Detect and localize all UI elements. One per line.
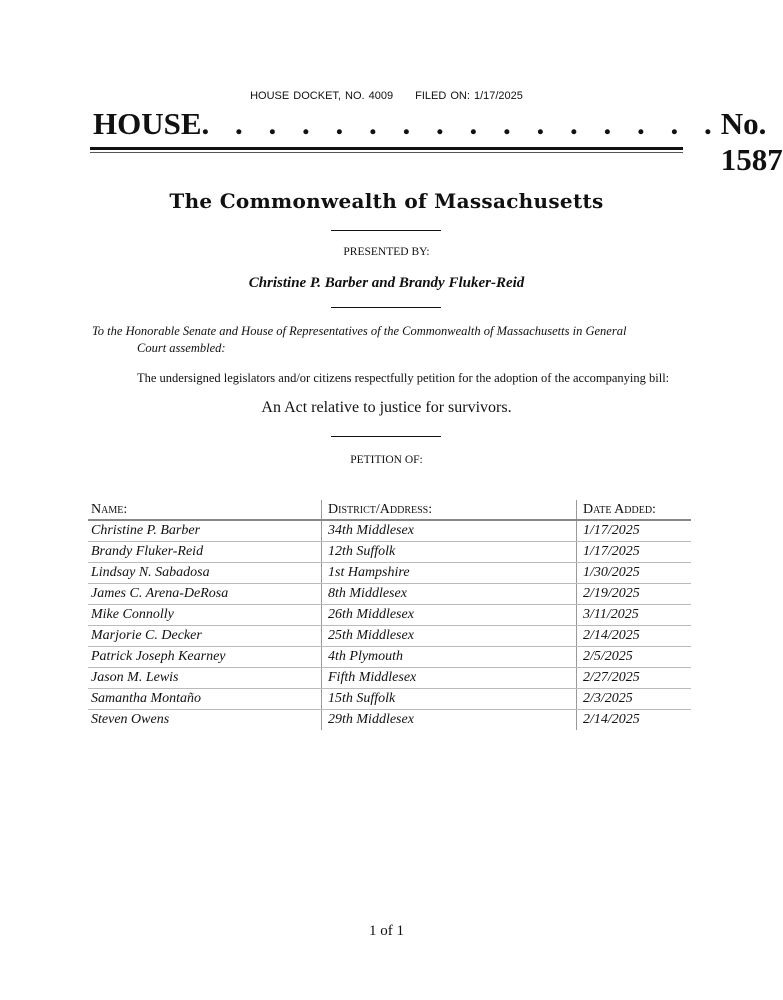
cell-name: Samantha Montaño: [88, 689, 322, 710]
cell-district: 15th Suffolk: [322, 689, 577, 710]
cell-district: 12th Suffolk: [322, 542, 577, 563]
bill-number-line: [93, 106, 783, 177]
cell-name: Mike Connolly: [88, 605, 322, 626]
cell-date: 2/19/2025: [577, 584, 692, 605]
chamber: HOUSE: [93, 106, 202, 141]
cell-name: James C. Arena-DeRosa: [88, 584, 322, 605]
divider-thin: [90, 152, 683, 153]
cell-date: 2/27/2025: [577, 668, 692, 689]
header-district: District/Address:: [322, 500, 577, 520]
address-line: Court assembled:: [137, 341, 226, 355]
table-row: [88, 520, 691, 542]
cell-district: 8th Middlesex: [322, 584, 577, 605]
act-title: An Act relative to justice for survivors.: [261, 399, 512, 416]
table-row: [88, 710, 691, 731]
table-row: [88, 668, 691, 689]
divider: [331, 436, 441, 437]
table-row: [88, 605, 691, 626]
divider: [331, 230, 441, 231]
cell-name: Jason M. Lewis: [88, 668, 322, 689]
address-line: To the Honorable Senate and House of Representatives of the Commonwealth of Massachusetts in General: [92, 324, 627, 338]
divider: [331, 307, 441, 308]
cell-district: 29th Middlesex: [322, 710, 577, 731]
leader-dots: . . . . . . . . . . . . . . . .: [201, 106, 721, 141]
docket-number: HOUSE DOCKET, NO. 4009: [250, 90, 394, 102]
table-header: [88, 500, 691, 520]
cell-district: Fifth Middlesex: [322, 668, 577, 689]
cell-date: 2/5/2025: [577, 647, 692, 668]
filed-date: FILED ON: 1/17/2025: [415, 90, 523, 102]
cell-name: Brandy Fluker-Reid: [88, 542, 322, 563]
petition-of-label: PETITION OF:: [350, 454, 423, 466]
table-row: [88, 647, 691, 668]
cell-date: 1/17/2025: [577, 542, 692, 563]
table-row: [88, 542, 691, 563]
cell-date: 1/17/2025: [577, 520, 692, 542]
cell-date: 3/11/2025: [577, 605, 692, 626]
header-date: Date Added:: [577, 500, 692, 520]
cell-date: 2/14/2025: [577, 626, 692, 647]
cell-date: 1/30/2025: [577, 563, 692, 584]
table-row: [88, 689, 691, 710]
cell-district: 34th Middlesex: [322, 520, 577, 542]
cell-name: Marjorie C. Decker: [88, 626, 322, 647]
cell-name: Steven Owens: [91, 712, 170, 727]
cell-name: Christine P. Barber: [88, 520, 322, 542]
table-row: [88, 584, 691, 605]
cell-name: Patrick Joseph Kearney: [88, 647, 322, 668]
petitioners-table: [88, 500, 691, 730]
header-name: Name:: [88, 500, 322, 520]
petition-text: The undersigned legislators and/or citizens respectfully petition for the adoption of the accompanying bill:: [137, 371, 670, 385]
cell-date: 2/14/2025: [577, 710, 692, 731]
table-row: [88, 563, 691, 584]
cell-district: 26th Middlesex: [322, 605, 577, 626]
divider-thick: [90, 147, 683, 150]
commonwealth-title: The Commonwealth of Massachusetts: [169, 189, 604, 213]
presented-by-label: PRESENTED BY:: [343, 246, 430, 258]
sponsors: Christine P. Barber and Brandy Fluker-Reid: [248, 275, 525, 291]
table-row: [88, 626, 691, 647]
cell-date: 2/3/2025: [577, 689, 692, 710]
cell-district: 1st Hampshire: [322, 563, 577, 584]
cell-district: 4th Plymouth: [322, 647, 577, 668]
docket-line: [0, 90, 773, 102]
address-paragraph: [92, 323, 652, 357]
bill-number: No. 1587: [720, 106, 783, 177]
page-number: 1 of 1: [369, 923, 404, 939]
cell-district: 25th Middlesex: [322, 626, 577, 647]
cell-name: Lindsay N. Sabadosa: [88, 563, 322, 584]
